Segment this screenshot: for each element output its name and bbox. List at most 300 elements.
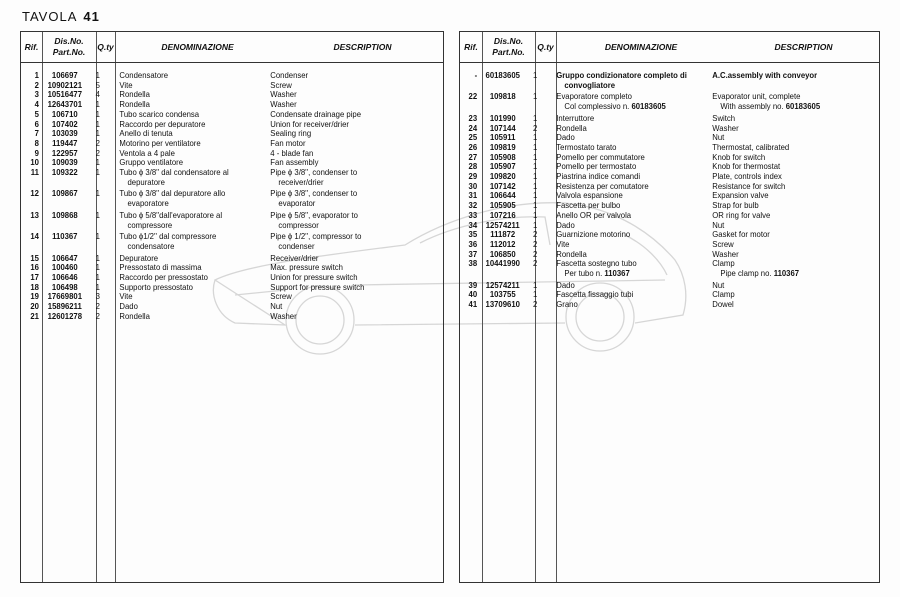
part-number: 103755 — [489, 289, 516, 300]
part-number: 12574211 — [485, 279, 520, 290]
description-cell — [270, 292, 401, 302]
reference-prefix: Per tubo n. — [564, 268, 605, 279]
parts-table-left — [20, 31, 444, 583]
header-dis-no: Dis.No. — [54, 36, 84, 46]
denominazione-text: Dado — [556, 132, 575, 143]
description-text: Clamp — [712, 289, 735, 300]
header-denominazione: DENOMINAZIONE — [161, 41, 234, 52]
table-body — [460, 71, 837, 310]
ref-number: 21 — [30, 310, 39, 321]
description-text: Fan motor — [270, 137, 306, 148]
denominazione-cell — [119, 168, 270, 187]
denominazione-text: Raccordo per depuratore — [119, 118, 206, 129]
denominazione-text: Piastrina indice comandi — [556, 171, 641, 182]
ref-number: 28 — [468, 161, 478, 172]
description-text-cont: receiver/drier — [278, 176, 324, 187]
denominazione-cell — [556, 211, 712, 221]
part-number: 111872 — [490, 229, 516, 240]
denominazione-text: Dado — [119, 301, 138, 312]
part-number: 109039 — [51, 157, 78, 168]
header-part-no — [482, 32, 535, 62]
denominazione-text-cont: depuratore — [127, 176, 165, 187]
table-header — [21, 32, 443, 63]
description-text-cont: evaporator — [278, 198, 316, 209]
ref-number: 41 — [468, 299, 478, 310]
quantity: 1 — [95, 70, 100, 80]
description-cell — [270, 211, 401, 230]
ref-number: 31 — [468, 190, 478, 201]
reference-number: 60183605 — [785, 101, 821, 112]
denominazione-text: Valvola espansione — [556, 190, 623, 201]
part-number: 109819 — [489, 141, 516, 152]
denominazione-text: Anello di tenuta — [119, 128, 173, 139]
part-number: 103039 — [51, 128, 78, 139]
quantity: 5 — [95, 79, 100, 90]
denominazione-cell — [556, 230, 712, 240]
description-text: Washer — [270, 310, 297, 321]
description-text: Nut — [270, 301, 283, 312]
table-row — [460, 300, 837, 310]
part-number: 112012 — [490, 238, 516, 249]
quantity: 2 — [95, 310, 100, 321]
description-text: Resistance for switch — [712, 180, 786, 191]
description-text: Screw — [270, 79, 292, 90]
description-text: Evaporator unit, complete — [712, 91, 801, 102]
ref-number: 27 — [468, 151, 478, 162]
ref-number: 1 — [34, 70, 39, 80]
description-text: Washer — [270, 89, 297, 100]
ref-number: 37 — [468, 248, 478, 259]
quantity: 2 — [95, 147, 100, 158]
ref-number: 10 — [30, 157, 39, 168]
description-text: Condenser — [270, 70, 309, 80]
description-text: Sealing ring — [270, 128, 312, 139]
denominazione-text: Tubo ϕ 3/8'' dal depuratore allo — [119, 188, 226, 199]
ref-number: 32 — [468, 200, 478, 211]
description-text: Strap for bulb — [712, 200, 759, 211]
part-number: 106644 — [489, 190, 516, 201]
part-number: 105908 — [489, 151, 516, 162]
quantity: 1 — [532, 132, 538, 143]
quantity: 2 — [532, 238, 538, 249]
denominazione-cell — [119, 292, 270, 302]
quantity: 1 — [532, 180, 538, 191]
quantity: 2 — [95, 301, 100, 312]
ref-number: 19 — [30, 291, 39, 302]
description-text: Washer — [270, 99, 297, 110]
table-row — [460, 259, 837, 278]
denominazione-text: Tubo ϕ 5/8''dall'evaporatore al — [119, 209, 223, 220]
quantity: 1 — [95, 262, 100, 273]
part-number: 10516477 — [47, 89, 83, 100]
ref-number: 2 — [34, 79, 39, 90]
description-text-cont: condenser — [278, 240, 315, 251]
denominazione-text: Ventola a 4 pale — [119, 147, 175, 158]
table-row — [460, 124, 837, 134]
table-header — [460, 32, 879, 63]
header-rif: Rif. — [24, 41, 39, 52]
description-text: Washer — [712, 248, 739, 259]
table-row — [21, 168, 401, 187]
part-number: 13709610 — [485, 299, 520, 310]
denominazione-text: Resistenza per comutatore — [556, 180, 649, 191]
description-cell — [712, 124, 837, 134]
part-number: 109868 — [51, 209, 78, 220]
part-number: 15896211 — [47, 301, 82, 312]
ref-number: 8 — [34, 137, 39, 148]
denominazione-cell — [119, 71, 270, 81]
denominazione-cell — [119, 283, 270, 293]
denominazione-text-cont: evaporatore — [127, 198, 169, 209]
denominazione-text: Rondella — [119, 99, 150, 110]
part-number: 105911 — [490, 132, 516, 143]
reference-prefix: With assembly no. — [720, 101, 786, 112]
description-text: Gasket for motor — [712, 229, 770, 240]
page-title-label: TAVOLA — [22, 9, 78, 24]
denominazione-text: Interruttore — [556, 112, 595, 123]
part-number: 106498 — [51, 281, 78, 292]
reference-number: 110367 — [604, 268, 630, 279]
ref-number: 36 — [468, 238, 478, 249]
denominazione-cell — [119, 211, 270, 230]
header-part-no-label: Part.No. — [492, 47, 525, 57]
quantity: 1 — [532, 200, 538, 211]
ref-number: 40 — [468, 289, 478, 300]
quantity: 1 — [532, 70, 538, 80]
ref-number: 6 — [34, 118, 39, 129]
part-number: 12574211 — [485, 219, 520, 230]
table-row — [460, 240, 837, 250]
description-text: OR ring for valve — [712, 209, 771, 220]
reference-prefix: Col complessivo n. — [564, 101, 632, 112]
denominazione-text: Tubo ϕ 3/8'' dal condensatore al — [119, 167, 229, 178]
table-body — [21, 71, 401, 322]
quantity: 1 — [95, 167, 100, 178]
table-row — [21, 211, 401, 230]
description-cell — [712, 92, 837, 111]
description-cell — [270, 232, 401, 251]
table-row — [460, 182, 837, 192]
denominazione-text: Motorino per ventilatore — [119, 137, 201, 148]
header-part-no-label: Part.No. — [52, 47, 86, 57]
denominazione-text-cont: condensatore — [127, 240, 175, 251]
table-row — [460, 201, 837, 211]
quantity: 1 — [532, 112, 538, 123]
part-number: 17669801 — [47, 291, 83, 302]
page-title — [22, 9, 100, 24]
denominazione-text: Tubo scarico condensa — [119, 108, 200, 119]
denominazione-text: Guarnizione motorino — [556, 229, 631, 240]
denominazione-text: Anello OR per valvola — [556, 209, 632, 220]
description-text: Pipe ϕ 3/8'', condenser to — [270, 167, 358, 178]
quantity: 1 — [532, 209, 538, 220]
description-text: Pipe ϕ 1/2'', compressor to — [270, 231, 362, 242]
denominazione-text: Vite — [119, 79, 133, 90]
ref-number: 11 — [30, 167, 39, 178]
ref-number: 20 — [30, 301, 39, 312]
denominazione-text: Rondella — [556, 248, 587, 259]
quantity: 1 — [95, 252, 100, 263]
part-number: 119447 — [52, 137, 78, 148]
description-text: Receiver/drier — [270, 252, 319, 263]
quantity: 1 — [532, 161, 538, 172]
description-cell — [712, 211, 837, 221]
quantity: 2 — [532, 258, 538, 269]
table-row — [21, 232, 401, 251]
denominazione-cell — [119, 312, 270, 322]
description-reference — [712, 102, 837, 112]
ref-number: 25 — [468, 132, 478, 143]
table-row — [21, 149, 401, 159]
table-row — [460, 191, 837, 201]
ref-number: 14 — [30, 231, 39, 242]
description-text: Max. pressure switch — [270, 262, 343, 273]
reference-prefix: Pipe clamp no. — [720, 268, 774, 279]
part-number: 107142 — [489, 180, 516, 191]
quantity: 1 — [95, 157, 100, 168]
table-row — [21, 129, 401, 139]
part-number: 100460 — [51, 262, 78, 273]
description-text: Support for pressure switch — [270, 281, 365, 292]
description-text: Screw — [270, 291, 292, 302]
ref-number: 38 — [468, 258, 478, 269]
reference-number: 110367 — [773, 268, 800, 279]
description-text: Condensate drainage pipe — [270, 108, 362, 119]
denominazione-text: Tubo ϕ1/2'' dal compressore — [119, 231, 217, 242]
table-row — [460, 71, 837, 90]
denominazione-text: Gruppo condizionatore completo di — [556, 70, 687, 80]
part-number: 106646 — [51, 272, 78, 283]
part-number: 105905 — [489, 200, 516, 211]
denominazione-text: Raccordo per pressostato — [119, 272, 208, 283]
quantity: 2 — [95, 137, 100, 148]
description-text: Union for receiver/drier — [270, 118, 349, 129]
denominazione-text: Pomello per commutatore — [556, 151, 645, 162]
ref-number: 17 — [30, 272, 39, 283]
denominazione-text: Dado — [556, 219, 575, 230]
denominazione-cell — [556, 259, 712, 278]
part-number: 109867 — [51, 188, 78, 199]
part-number: 107144 — [489, 122, 516, 133]
header-description: DESCRIPTION — [774, 41, 833, 52]
quantity: 2 — [532, 229, 538, 240]
part-number: 101990 — [489, 112, 516, 123]
description-text: Plate, controls index — [712, 171, 782, 182]
denominazione-cell — [556, 71, 712, 90]
denominazione-cell — [556, 92, 712, 111]
part-number: 10902121 — [47, 79, 83, 90]
part-number: 105907 — [489, 161, 516, 172]
denominazione-text: Pressostato di massima — [119, 262, 202, 273]
denominazione-cell — [556, 124, 712, 134]
description-cell — [712, 300, 837, 310]
description-cell — [712, 259, 837, 278]
quantity: 1 — [532, 141, 538, 152]
quantity: 2 — [532, 122, 538, 133]
ref-number: 12 — [30, 188, 39, 199]
table-row — [21, 254, 401, 264]
ref-number: 13 — [30, 209, 39, 220]
quantity: 1 — [95, 188, 100, 199]
denominazione-cell — [119, 232, 270, 251]
denominazione-text: Dado — [556, 279, 575, 290]
header-qty: Q.ty — [97, 41, 114, 52]
header-rif: Rif. — [464, 41, 478, 52]
part-number: 107402 — [51, 118, 78, 129]
part-number: 122957 — [51, 147, 78, 158]
ref-number: 18 — [30, 281, 39, 292]
description-cell — [270, 168, 401, 187]
ref-number: 39 — [468, 279, 478, 290]
reference-number: 60183605 — [631, 101, 666, 112]
denominazione-text: Depuratore — [119, 252, 159, 263]
description-text: Pipe ϕ 5/8'', evaporator to — [270, 209, 358, 220]
description-text: Nut — [712, 219, 725, 230]
denominazione-text-cont: convogliatore — [564, 79, 616, 90]
part-number: 106647 — [51, 252, 78, 263]
quantity: 1 — [532, 190, 538, 201]
quantity: 1 — [532, 289, 538, 300]
description-text: Dowel — [712, 299, 734, 310]
quantity: 1 — [95, 99, 100, 110]
parts-table-right — [459, 31, 880, 583]
quantity: 1 — [95, 118, 100, 129]
ref-number: 33 — [468, 209, 478, 220]
denominazione-text: Grano — [556, 299, 578, 310]
description-text: Clamp — [712, 258, 735, 269]
denominazione-text: Termostato tarato — [556, 141, 617, 152]
part-number: 106697 — [51, 70, 78, 80]
quantity: 1 — [532, 279, 538, 290]
quantity: 4 — [95, 89, 100, 100]
table-row — [460, 230, 837, 240]
quantity: 1 — [532, 151, 538, 162]
denominazione-reference — [556, 269, 712, 279]
description-text: A.C.assembly with conveyor — [712, 70, 818, 80]
header-part-no — [42, 32, 96, 62]
table-row — [21, 120, 401, 130]
ref-number: 24 — [468, 122, 478, 133]
denominazione-text: Vite — [556, 238, 570, 249]
page-title-number: 41 — [83, 9, 100, 24]
table-row — [460, 221, 837, 231]
table-row — [460, 114, 837, 124]
denominazione-cell — [556, 290, 712, 300]
denominazione-text: Condensatore — [119, 70, 169, 80]
ref-number: 30 — [468, 180, 478, 191]
denominazione-text: Rondella — [556, 122, 587, 133]
description-text: Switch — [712, 112, 736, 123]
denominazione-text: Fascetta fissaggio tubi — [556, 289, 634, 300]
table-row — [460, 92, 837, 111]
table-row — [460, 153, 837, 163]
denominazione-text: Evaporatore completo — [556, 91, 632, 102]
denominazione-text: Gruppo ventilatore — [119, 157, 184, 168]
denominazione-text: Rondella — [119, 89, 150, 100]
ref-number: 23 — [468, 112, 478, 123]
description-text: Expansion valve — [712, 190, 769, 201]
ref-number: - — [474, 70, 478, 80]
ref-number: 9 — [34, 147, 39, 158]
quantity: 2 — [532, 299, 538, 310]
part-number: 109818 — [489, 91, 516, 102]
part-number: 110367 — [52, 231, 78, 242]
denominazione-text: Pomello per termostato — [556, 161, 637, 172]
ref-number: 22 — [468, 91, 478, 102]
denominazione-cell — [556, 300, 712, 310]
table-row — [21, 189, 401, 208]
denominazione-cell — [119, 189, 270, 208]
part-number: 109820 — [489, 171, 516, 182]
description-text: Fan assembly — [270, 157, 319, 168]
quantity: 1 — [95, 209, 100, 220]
description-text: Washer — [712, 122, 739, 133]
quantity: 1 — [532, 91, 538, 102]
description-cell — [270, 189, 401, 208]
ref-number: 7 — [34, 128, 39, 139]
description-text: Nut — [712, 132, 725, 143]
ref-number: 29 — [468, 171, 478, 182]
part-number: 106850 — [489, 248, 516, 259]
denominazione-text: Supporto pressostato — [119, 281, 193, 292]
part-number: 60183605 — [485, 70, 520, 80]
description-cell — [270, 312, 401, 322]
ref-number: 3 — [34, 89, 39, 100]
quantity: 3 — [95, 291, 100, 302]
denominazione-text: Fascetta sostegno tubo — [556, 258, 637, 269]
quantity: 1 — [532, 219, 538, 230]
denominazione-text: Rondella — [119, 310, 150, 321]
description-text: Thermostat, calibrated — [712, 141, 790, 152]
description-text: Screw — [712, 238, 734, 249]
denominazione-text: Fascetta per bulbo — [556, 200, 621, 211]
part-number: 107216 — [489, 209, 516, 220]
header-dis-no: Dis.No. — [493, 36, 524, 46]
part-number: 10441990 — [485, 258, 520, 269]
ref-number: 16 — [30, 262, 39, 273]
quantity: 1 — [95, 108, 100, 119]
table-row — [460, 281, 837, 291]
table-row — [21, 312, 401, 322]
description-text: Knob for thermostat — [712, 161, 781, 172]
header-qty: Q.ty — [537, 41, 554, 52]
ref-number: 5 — [34, 108, 39, 119]
ref-number: 26 — [468, 141, 478, 152]
part-number: 12601278 — [47, 310, 83, 321]
quantity: 1 — [95, 272, 100, 283]
header-description: DESCRIPTION — [333, 41, 392, 52]
description-text: Knob for switch — [712, 151, 766, 162]
part-number: 106710 — [51, 108, 78, 119]
denominazione-reference — [556, 102, 712, 112]
denominazione-text: Vite — [119, 291, 133, 302]
quantity: 2 — [532, 248, 538, 259]
description-text: Nut — [712, 279, 725, 290]
ref-number: 15 — [30, 252, 39, 263]
description-text: 4 - blade fan — [270, 147, 314, 158]
ref-number: 34 — [468, 219, 478, 230]
header-denominazione: DENOMINAZIONE — [604, 41, 678, 52]
ref-number: 4 — [34, 99, 39, 110]
description-cell — [712, 71, 837, 90]
quantity: 1 — [95, 231, 100, 242]
description-text-cont: compressor — [278, 219, 319, 230]
part-number: 109322 — [51, 167, 78, 178]
quantity: 1 — [95, 281, 100, 292]
table-row — [21, 139, 401, 149]
quantity: 1 — [532, 171, 538, 182]
description-reference — [712, 269, 837, 279]
